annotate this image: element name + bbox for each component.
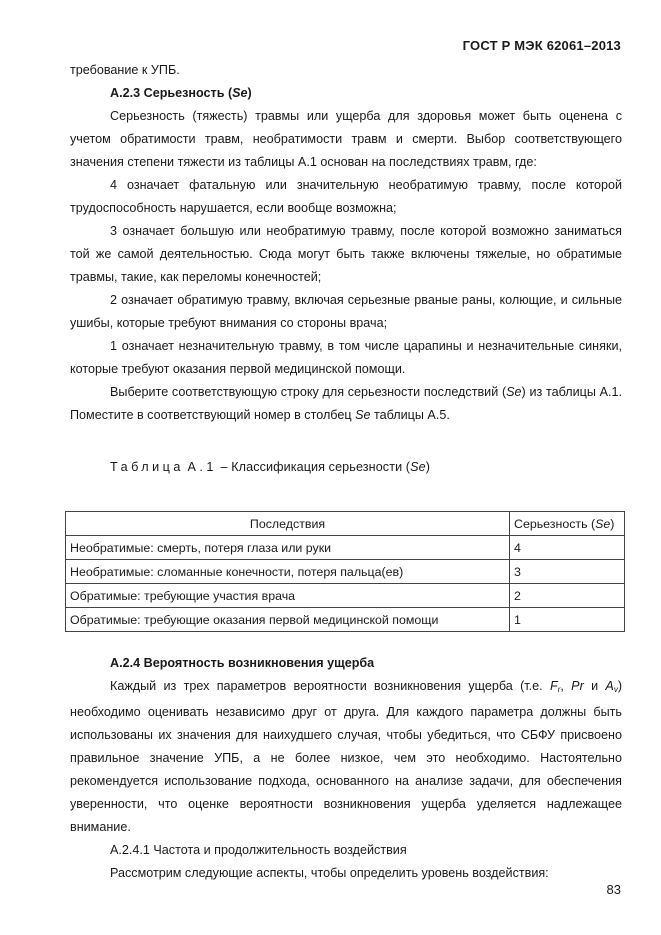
section-heading-a23: А.2.3 Серьезность (Se) [110, 86, 252, 100]
table-row [66, 584, 625, 608]
document-body [70, 59, 622, 885]
paragraph-severity-2: 2 означает обратимую травму, включая серьезные рваные раны, колющие, и сильные ушибы, которые требуют внимания со стороны врача; [70, 293, 622, 330]
table-caption: Таблица А.1 – Классификация серьезности (Se) [110, 460, 431, 474]
table-cell-consequence: Необратимые: смерть, потеря глаза или руки [66, 536, 510, 560]
table-cell-consequence: Обратимые: требующие участия врача [66, 584, 510, 608]
subsection-heading-a241: А.2.4.1 Частота и продолжительность воздействия [110, 843, 407, 857]
table-row [66, 608, 625, 632]
table-cell-severity: 3 [510, 560, 625, 584]
table-cell-consequence: Необратимые: сломанные конечности, потеря пальца(ев) [66, 560, 510, 584]
table-cell-severity: 4 [510, 536, 625, 560]
table-header-row [66, 512, 625, 536]
paragraph-severity-3: 3 означает большую или необратимую травму, после которой возможно заниматься той же самой деятельностью. Сюда могут быть также включены тяжелые, но обратимые травмы, такие, как переломы конечностей; [70, 224, 622, 284]
table-header-severity: Серьезность (Se) [510, 512, 625, 536]
paragraph-severity-intro: Серьезность (тяжесть) травмы или ущерба для здоровья может быть оценена с учетом обратимости травм, необратимости травм и смерти. Выбор соответствующего значения степени тяжести из таблицы А.1 основан на последствиях травм, где: [70, 109, 622, 169]
section-heading-a24: А.2.4 Вероятность возникновения ущерба [110, 656, 375, 670]
paragraph-probability: Каждый из трех параметров вероятности возникновения ущерба (т.е. $F_r$, Pr и $A_v$) необходимо оценивать независимо друг от друга. Для каждого параметра должны быть использованы их значения для наихудшего случая, чтобы убедиться, что СБФУ присвоено правильное значение УПБ, а не более низкое, чем это необходимо. Настоятельно рекомендуется использование подхода, основанного на анализе задачи, для обеспечения уверенности, что оценке вероятности возникновения ущерба уделяется надлежащее внимание. [70, 679, 623, 834]
page-number: 83 [606, 882, 621, 897]
continued-text: требование к УПБ. [70, 63, 180, 77]
table-header-consequences: Последствия [66, 512, 510, 536]
table-cell-severity: 2 [510, 584, 625, 608]
paragraph-severity-1: 1 означает незначительную травму, в том числе царапины и незначительные синяки, которые требуют оказания первой медицинской помощи. [70, 339, 622, 376]
table-row [66, 560, 625, 584]
severity-table [65, 511, 625, 632]
paragraph-select-row: Выберите соответствующую строку для серьезности последствий (Se) из таблицы А.1. Поместите в соответствующий номер в столбец Se таблицы А.5. [70, 385, 622, 422]
document-header: ГОСТ Р МЭК 62061–2013 [462, 38, 621, 53]
table-row [66, 536, 625, 560]
table-cell-consequence: Обратимые: требующие оказания первой медицинской помощи [66, 608, 510, 632]
paragraph-exposure: Рассмотрим следующие аспекты, чтобы определить уровень воздействия: [110, 866, 549, 880]
table-cell-severity: 1 [510, 608, 625, 632]
paragraph-severity-4: 4 означает фатальную или значительную необратимую травму, после которой трудоспособность нарушается, если вообще возможна; [70, 178, 622, 215]
